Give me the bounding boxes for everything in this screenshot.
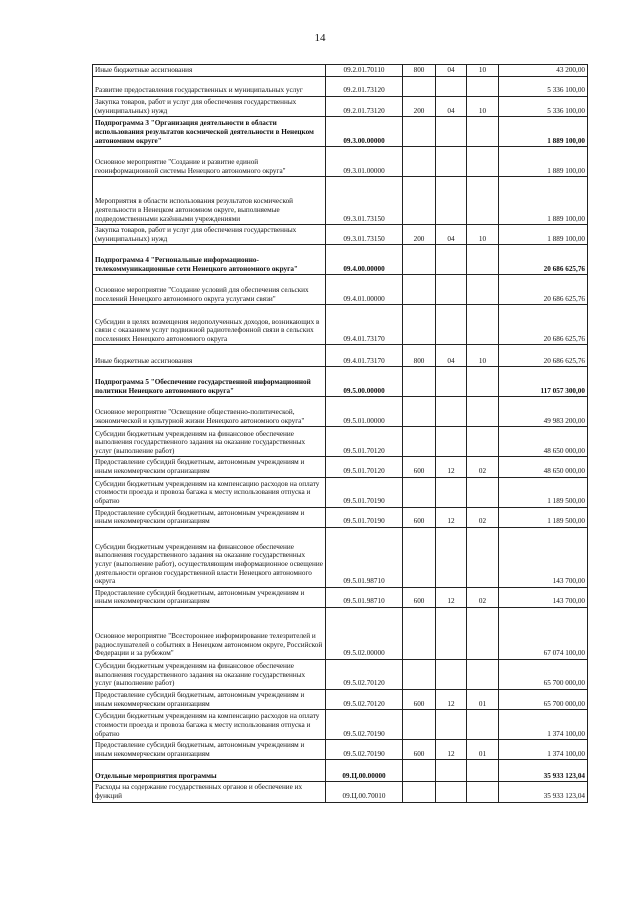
row-pr-cell xyxy=(467,177,499,225)
row-code-cell: 09.5.01.70190 xyxy=(326,477,403,507)
row-sum-cell: 5 336 100,00 xyxy=(499,77,588,97)
row-sum-cell: 143 700,00 xyxy=(499,587,588,607)
row-vr-cell: 200 xyxy=(403,225,436,245)
row-name-cell: Иные бюджетные ассигнования xyxy=(93,345,326,367)
row-pr-cell xyxy=(467,659,499,689)
row-sum-cell: 43 200,00 xyxy=(499,65,588,77)
table-row xyxy=(93,782,588,802)
row-pr-cell xyxy=(467,760,499,782)
row-code-cell: 09.5.01.98710 xyxy=(326,587,403,607)
table-row xyxy=(93,397,588,427)
table-row xyxy=(93,177,588,225)
row-code-cell: 09.3.01.00000 xyxy=(326,147,403,177)
row-rz-cell: 12 xyxy=(436,740,467,760)
row-sum-cell: 1 889 100,00 xyxy=(499,147,588,177)
row-pr-cell: 02 xyxy=(467,507,499,527)
row-code-cell: 09.5.02.70190 xyxy=(326,740,403,760)
row-sum-cell: 117 057 300,00 xyxy=(499,367,588,397)
row-pr-cell xyxy=(467,782,499,802)
row-code-cell: 09.5.02.70190 xyxy=(326,710,403,740)
row-rz-cell xyxy=(436,177,467,225)
row-pr-cell: 10 xyxy=(467,345,499,367)
row-code-cell: 09.3.00.00000 xyxy=(326,117,403,147)
row-sum-cell: 1 189 500,00 xyxy=(499,477,588,507)
row-sum-cell: 67 074 100,00 xyxy=(499,607,588,659)
row-name-cell: Подпрограмма 5 "Обеспечение государственной информационной политики Ненецкого автономного округа" xyxy=(93,367,326,397)
row-name-cell: Основное мероприятие "Всестороннее информирование телезрителей и радиослушателей о событиях в Ненецком автономном округе, Российской Федерации и за рубежом" xyxy=(93,607,326,659)
row-name-cell: Закупка товаров, работ и услуг для обеспечения государственных (муниципальных) нужд xyxy=(93,97,326,117)
table-row xyxy=(93,117,588,147)
row-pr-cell xyxy=(467,117,499,147)
table-row xyxy=(93,760,588,782)
table-row xyxy=(93,607,588,659)
row-name-cell: Субсидии бюджетным учреждениям на финансовое обеспечение выполнения государственного задания на оказание государственных услуг (выполнение работ) xyxy=(93,659,326,689)
row-sum-cell: 20 686 625,76 xyxy=(499,275,588,305)
row-rz-cell xyxy=(436,245,467,275)
row-vr-cell xyxy=(403,117,436,147)
row-vr-cell xyxy=(403,305,436,345)
row-pr-cell: 10 xyxy=(467,65,499,77)
row-vr-cell xyxy=(403,427,436,457)
row-pr-cell: 01 xyxy=(467,740,499,760)
row-sum-cell: 1 374 100,00 xyxy=(499,740,588,760)
row-vr-cell xyxy=(403,782,436,802)
row-rz-cell xyxy=(436,782,467,802)
row-rz-cell xyxy=(436,147,467,177)
row-code-cell: 09.5.01.70190 xyxy=(326,507,403,527)
row-pr-cell: 02 xyxy=(467,587,499,607)
row-code-cell: 09.5.02.00000 xyxy=(326,607,403,659)
row-sum-cell: 65 700 000,00 xyxy=(499,659,588,689)
page-number: 14 xyxy=(314,32,326,44)
row-pr-cell xyxy=(467,245,499,275)
row-vr-cell: 200 xyxy=(403,97,436,117)
row-sum-cell: 20 686 625,76 xyxy=(499,305,588,345)
row-sum-cell: 20 686 625,76 xyxy=(499,245,588,275)
row-pr-cell xyxy=(467,305,499,345)
row-code-cell: 09.2.01.73120 xyxy=(326,77,403,97)
table-row xyxy=(93,275,588,305)
row-vr-cell: 600 xyxy=(403,740,436,760)
row-code-cell: 09.5.00.00000 xyxy=(326,367,403,397)
row-vr-cell xyxy=(403,147,436,177)
row-vr-cell: 800 xyxy=(403,345,436,367)
row-pr-cell xyxy=(467,367,499,397)
row-rz-cell xyxy=(436,427,467,457)
table-row xyxy=(93,507,588,527)
row-code-cell: 09.2.01.70110 xyxy=(326,65,403,77)
row-code-cell: 09.4.01.00000 xyxy=(326,275,403,305)
table-row xyxy=(93,147,588,177)
row-sum-cell: 5 336 100,00 xyxy=(499,97,588,117)
table-row xyxy=(93,689,588,709)
row-sum-cell: 143 700,00 xyxy=(499,527,588,587)
row-sum-cell: 1 889 100,00 xyxy=(499,117,588,147)
table-row xyxy=(93,65,588,77)
row-vr-cell xyxy=(403,477,436,507)
row-name-cell: Закупка товаров, работ и услуг для обеспечения государственных (муниципальных) нужд xyxy=(93,225,326,245)
row-rz-cell xyxy=(436,527,467,587)
row-vr-cell: 600 xyxy=(403,689,436,709)
row-pr-cell xyxy=(467,147,499,177)
row-rz-cell xyxy=(436,607,467,659)
row-code-cell: 09.4.01.73170 xyxy=(326,305,403,345)
row-rz-cell: 12 xyxy=(436,689,467,709)
row-name-cell: Подпрограмма 3 "Организация деятельности в области использования результатов космической деятельности в Ненецком автономном округе" xyxy=(93,117,326,147)
table-row xyxy=(93,477,588,507)
row-pr-cell xyxy=(467,427,499,457)
row-name-cell: Основное мероприятие "Освещение общественно-политической, экономической и культурной жизни Ненецкого автономного округа" xyxy=(93,397,326,427)
row-rz-cell xyxy=(436,275,467,305)
row-code-cell: 09.5.02.70120 xyxy=(326,689,403,709)
row-vr-cell xyxy=(403,245,436,275)
row-pr-cell xyxy=(467,397,499,427)
budget-table-body xyxy=(93,65,588,803)
row-vr-cell xyxy=(403,177,436,225)
row-code-cell: 09.5.01.70120 xyxy=(326,427,403,457)
row-name-cell: Предоставление субсидий бюджетным, автономным учреждениям и иным некоммерческим организациям xyxy=(93,587,326,607)
table-row xyxy=(93,345,588,367)
row-rz-cell xyxy=(436,397,467,427)
row-vr-cell xyxy=(403,367,436,397)
row-code-cell: 09.5.02.70120 xyxy=(326,659,403,689)
table-row xyxy=(93,427,588,457)
row-pr-cell xyxy=(467,77,499,97)
row-sum-cell: 1 374 100,00 xyxy=(499,710,588,740)
row-name-cell: Предоставление субсидий бюджетным, автономным учреждениям и иным некоммерческим организациям xyxy=(93,507,326,527)
row-vr-cell: 600 xyxy=(403,587,436,607)
row-code-cell: 09.2.01.73120 xyxy=(326,97,403,117)
row-rz-cell: 04 xyxy=(436,65,467,77)
table-row xyxy=(93,225,588,245)
row-name-cell: Развитие предоставления государственных и муниципальных услуг xyxy=(93,77,326,97)
row-code-cell: 09.4.01.73170 xyxy=(326,345,403,367)
row-name-cell: Предоставление субсидий бюджетным, автономным учреждениям и иным некоммерческим организациям xyxy=(93,457,326,477)
table-row xyxy=(93,659,588,689)
table-row xyxy=(93,245,588,275)
row-vr-cell xyxy=(403,397,436,427)
table-row xyxy=(93,710,588,740)
row-rz-cell: 04 xyxy=(436,345,467,367)
row-name-cell: Субсидии бюджетным учреждениям на финансовое обеспечение выполнения государственного задания на оказание государственных услуг (выполнение работ), осуществляющим информационное освещение деятельности органов государственной власти Ненецкого автономного округа xyxy=(93,527,326,587)
row-code-cell: 09.5.01.00000 xyxy=(326,397,403,427)
row-vr-cell xyxy=(403,607,436,659)
row-name-cell: Мероприятия в области использования результатов космической деятельности в Ненецком автономном округе, выполняемые подведомственными казёнными учреждениями xyxy=(93,177,326,225)
row-sum-cell: 48 650 000,00 xyxy=(499,457,588,477)
row-sum-cell: 48 650 000,00 xyxy=(499,427,588,457)
row-name-cell: Субсидии бюджетным учреждениям на компенсацию расходов на оплату стоимости проезда и провоза багажа к месту использования отпуска и обратно xyxy=(93,477,326,507)
row-pr-cell xyxy=(467,527,499,587)
row-sum-cell: 1 889 100,00 xyxy=(499,177,588,225)
row-sum-cell: 1 889 100,00 xyxy=(499,225,588,245)
row-rz-cell xyxy=(436,77,467,97)
row-rz-cell xyxy=(436,117,467,147)
row-code-cell: 09.5.01.70120 xyxy=(326,457,403,477)
row-vr-cell xyxy=(403,760,436,782)
row-rz-cell: 12 xyxy=(436,587,467,607)
row-pr-cell: 02 xyxy=(467,457,499,477)
row-rz-cell xyxy=(436,659,467,689)
row-rz-cell xyxy=(436,760,467,782)
table-row xyxy=(93,457,588,477)
table-row xyxy=(93,527,588,587)
row-rz-cell xyxy=(436,305,467,345)
row-rz-cell xyxy=(436,710,467,740)
row-vr-cell xyxy=(403,659,436,689)
row-name-cell: Отдельные мероприятия программы xyxy=(93,760,326,782)
table-row xyxy=(93,740,588,760)
row-sum-cell: 20 686 625,76 xyxy=(499,345,588,367)
row-code-cell: 09.3.01.73150 xyxy=(326,225,403,245)
row-vr-cell: 600 xyxy=(403,507,436,527)
row-code-cell: 09.Ц.00.70010 xyxy=(326,782,403,802)
row-vr-cell xyxy=(403,77,436,97)
row-vr-cell xyxy=(403,710,436,740)
row-pr-cell: 10 xyxy=(467,225,499,245)
row-rz-cell: 12 xyxy=(436,507,467,527)
row-vr-cell xyxy=(403,527,436,587)
row-name-cell: Предоставление субсидий бюджетным, автономным учреждениям и иным некоммерческим организациям xyxy=(93,740,326,760)
row-pr-cell xyxy=(467,477,499,507)
table-row xyxy=(93,97,588,117)
row-vr-cell: 800 xyxy=(403,65,436,77)
row-rz-cell: 04 xyxy=(436,225,467,245)
row-rz-cell: 04 xyxy=(436,97,467,117)
row-vr-cell: 600 xyxy=(403,457,436,477)
table-row xyxy=(93,587,588,607)
row-sum-cell: 49 983 200,00 xyxy=(499,397,588,427)
table-row xyxy=(93,367,588,397)
row-code-cell: 09.Ц.00.00000 xyxy=(326,760,403,782)
row-code-cell: 09.3.01.73150 xyxy=(326,177,403,225)
row-name-cell: Субсидии бюджетным учреждениям на финансовое обеспечение выполнения государственного задания на оказание государственных услуг (выполнение работ) xyxy=(93,427,326,457)
table-row xyxy=(93,305,588,345)
row-pr-cell xyxy=(467,607,499,659)
row-code-cell: 09.4.00.00000 xyxy=(326,245,403,275)
row-name-cell: Расходы на содержание государственных органов и обеспечение их функций xyxy=(93,782,326,802)
row-sum-cell: 65 700 000,00 xyxy=(499,689,588,709)
row-pr-cell: 10 xyxy=(467,97,499,117)
row-sum-cell: 1 189 500,00 xyxy=(499,507,588,527)
row-pr-cell xyxy=(467,710,499,740)
row-name-cell: Предоставление субсидий бюджетным, автономным учреждениям и иным некоммерческим организациям xyxy=(93,689,326,709)
row-sum-cell: 35 933 123,04 xyxy=(499,782,588,802)
row-name-cell: Субсидии бюджетным учреждениям на компенсацию расходов на оплату стоимости проезда и провоза багажа к месту использования отпуска и обратно xyxy=(93,710,326,740)
row-rz-cell xyxy=(436,367,467,397)
row-vr-cell xyxy=(403,275,436,305)
row-code-cell: 09.5.01.98710 xyxy=(326,527,403,587)
row-rz-cell: 12 xyxy=(436,457,467,477)
row-name-cell: Подпрограмма 4 "Региональные информационно-телекоммуникационные сети Ненецкого автономного округа" xyxy=(93,245,326,275)
row-name-cell: Субсидии в целях возмещения недополученных доходов, возникающих в связи с оказанием услуг подвижной радиотелефонной связи в сельских поселениях Ненецкого автономного округа xyxy=(93,305,326,345)
row-pr-cell: 01 xyxy=(467,689,499,709)
budget-table xyxy=(92,64,588,803)
row-sum-cell: 35 933 123,04 xyxy=(499,760,588,782)
row-name-cell: Основное мероприятие "Создание и развитие единой геоинформационной системы Ненецкого автономного округа" xyxy=(93,147,326,177)
row-name-cell: Иные бюджетные ассигнования xyxy=(93,65,326,77)
row-name-cell: Основное мероприятие "Создание условий для обеспечения сельских поселений Ненецкого автономного округа услугами связи" xyxy=(93,275,326,305)
table-row xyxy=(93,77,588,97)
row-pr-cell xyxy=(467,275,499,305)
row-rz-cell xyxy=(436,477,467,507)
